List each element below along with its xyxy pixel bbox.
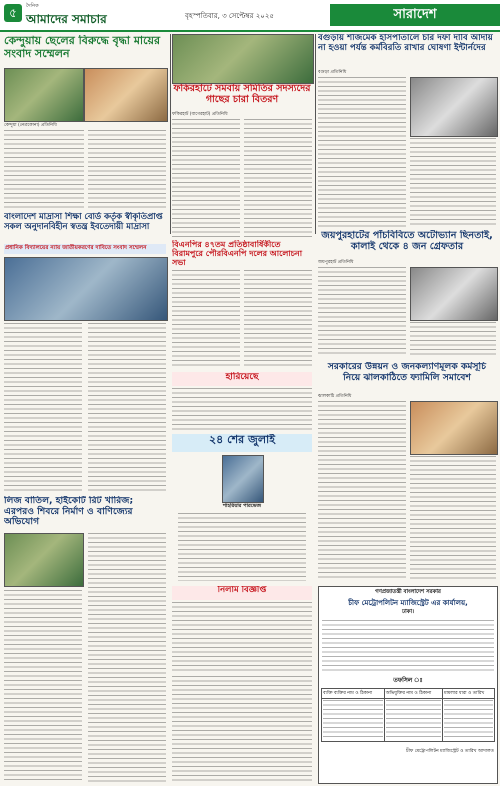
story-bogura-text-col1 [318, 77, 406, 227]
story-fakirhat-headline: ফকিরহাটে সমবায় সমিতির সদস্যদের গাছের চারা বিতরণ [173, 84, 311, 105]
story-birampur-text-col1 [172, 270, 240, 368]
story-joypurhat-byline: জয়পুরহাট প্রতিনিধি [318, 260, 354, 265]
court-col1-header: ব্যক্তি ব্যক্তির নাম ও ঠিকানা [322, 689, 385, 699]
julai-poem-text [178, 513, 306, 581]
court-signature: চীফ মেট্রোপলিটন ম্যাজিস্ট্রেট ও তারিখ আদালত [406, 749, 494, 754]
story-kendua-text-col1 [4, 130, 84, 208]
story-joypurhat-text-col1 [318, 267, 406, 357]
story-fakirhat-byline: ফকিরহাট (বাগেরহাট) প্রতিনিধি [172, 112, 228, 117]
court-col2-text [386, 700, 441, 740]
story-birampur-headline: বিএনপির ৪৭তম প্রতিষ্ঠাবার্ষিকীতে বিরামপুরে পৌরবিএনপি দলের আলোচনা সভা [172, 240, 303, 268]
lost-notice-headline: হারিয়েছে [225, 372, 259, 382]
julai-headline-box [172, 434, 312, 452]
story-kendua-headline-box [4, 35, 166, 65]
court-notice-text [322, 620, 494, 672]
story-fakirhat-text-col2 [244, 119, 312, 237]
story-fakirhat-headline-box [172, 84, 312, 110]
story-sarkar-byline: ঝালকাঠি প্রতিনিধি [318, 394, 352, 399]
court-col3-text [444, 700, 493, 740]
story-fakirhat-text-col1 [172, 119, 240, 237]
photo-kendua-left [4, 68, 84, 122]
story-joypurhat-headline: জয়পুরহাটের পাঁচবিবিতে অটোভ্যান ছিনতাই, কালাই থেকে ৪ জন গ্রেফতার [321, 230, 493, 253]
section-title: সারাদেশ [330, 4, 500, 26]
story-madrasa-headline-box [4, 212, 166, 242]
story-sarkar-headline: সরকারের উন্নয়ন ও জনকল্যাণমূলক কর্মসূচি নিয়ে ঝালকাঠিতে ফ্যামিলি সমাবেশ [327, 362, 487, 383]
story-birampur-text-col2 [244, 270, 312, 368]
photo-sarkar [410, 401, 498, 455]
court-schedule-label: তফসিল ঃ [393, 677, 423, 684]
story-joypurhat-text-col2 [410, 322, 496, 357]
paper-tagline: দৈনিক [26, 3, 39, 9]
story-sarkar-text-col1 [318, 401, 406, 581]
story-madrasa-text-col1 [4, 323, 82, 491]
court-notice-line2: চীফ মেট্রোপলিটন ম্যাজিস্ট্রেট এর কার্যালয়, [348, 599, 468, 607]
court-col1-text [323, 700, 383, 740]
court-col3-header: মামলার ধারা ও তারিখ [443, 689, 495, 699]
photo-bogura [410, 77, 498, 137]
story-madrasa-subhead: প্রধানিক বিদ্যালয়ের ন্যায় জাতীয়করণের দাবিতে সংবাদ সম্মেলন [5, 245, 147, 251]
lost-notice-headline-box [172, 372, 312, 386]
story-lease-headline-box [4, 496, 166, 530]
auction-notice-headline: নিলাম বিজ্ঞপ্তি [217, 586, 267, 595]
court-col2-header: অভিযুক্তির নাম ও ঠিকানা [384, 689, 442, 699]
page-number: ৫ [4, 4, 22, 22]
story-bogura-headline-box [318, 34, 496, 68]
story-lease-text-col2 [88, 533, 166, 783]
court-schedule-table [321, 688, 495, 742]
photo-julai-portrait [222, 455, 264, 503]
lost-notice-text [172, 388, 312, 430]
column-rule [170, 34, 171, 234]
story-bogura-text-col2 [410, 138, 496, 227]
story-lease-headline: লিজ বাতিল, হাইকোর্ট রিট খারিজ; এরপরও শিবরে নির্মাণ ও বাণিজ্যের অভিযোগ [4, 496, 134, 528]
court-notice-line3: ঢাকা। [402, 609, 414, 615]
issue-date: বৃহস্পতিবার, ৩ সেপ্টেম্বর ২০২৫ [185, 12, 274, 20]
photo-joypurhat [410, 267, 498, 321]
court-notice-line1: গণপ্রজাতন্ত্রী বাংলাদেশ সরকার [375, 589, 441, 595]
column-rule [315, 34, 316, 234]
story-kendua-text-col2 [88, 130, 166, 208]
julai-headline: ২৪ শের জুলাই [209, 434, 275, 446]
story-birampur-headline-box [172, 240, 312, 268]
story-madrasa-text-col2 [88, 323, 166, 491]
story-sarkar-headline-box [318, 362, 496, 392]
photo-madrasa [4, 257, 168, 321]
photo-kendua-right [84, 68, 168, 122]
auction-notice-headline-box [172, 586, 312, 600]
photo-fakirhat [172, 34, 314, 84]
misc-ad-text [172, 676, 312, 782]
paper-name: দৈনিক আমাদের সমাচার [26, 3, 107, 26]
story-bogura-headline: বগুড়ায় শজিমেক হাসপাতালে চার দফা দাবি আদায় না হওয়া পর্যন্ত কর্মবিরতি রাখার ঘোষণা ইন্টার্নদের [318, 34, 493, 53]
story-joypurhat-headline-box [318, 230, 496, 258]
auction-notice-text [172, 602, 312, 672]
story-lease-text-col1 [4, 590, 82, 783]
masthead [0, 0, 500, 32]
story-madrasa-subhead-box [4, 244, 166, 254]
story-sarkar-text-col2 [410, 456, 496, 581]
julai-person-name: শাহরিয়ার পারভেজ [223, 503, 261, 509]
court-notice [318, 586, 498, 784]
story-kendua-byline: কেন্দুয়া (নেত্রকোনা) প্রতিনিধি [4, 123, 57, 128]
photo-lease [4, 533, 84, 587]
story-bogura-byline: বগুড়া প্রতিনিধি [318, 70, 347, 75]
story-kendua-headline: কেন্দুয়ায় ছেলের বিরুদ্ধে বৃদ্ধা মায়ের সংবাদ সম্মেলন [4, 35, 161, 60]
story-madrasa-headline: বাংলাদেশ মাদ্রাসা শিক্ষা বোর্ড কর্তৃক স্বীকৃতিপ্রাপ্ত সকল অনুদানবিহীন স্বতন্ত্র ইবতেদায়ী মাদ্রাসা [4, 212, 163, 231]
